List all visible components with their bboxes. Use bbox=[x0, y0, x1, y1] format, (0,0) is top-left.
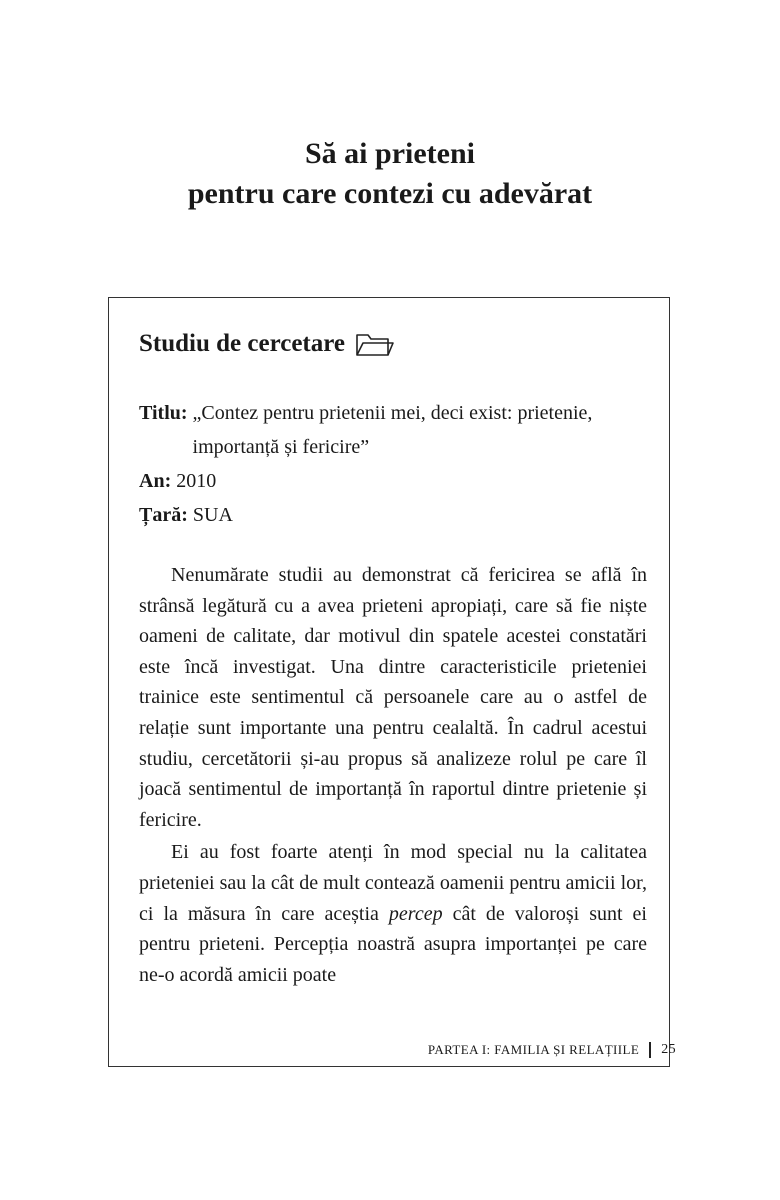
research-study-box bbox=[108, 297, 670, 1067]
year-label: An: bbox=[139, 470, 172, 492]
study-body bbox=[139, 560, 647, 990]
country-label: Țară: bbox=[139, 504, 188, 526]
paragraph-1: Nenumărate studii au demonstrat că fericirea se află în strânsă legătură cu a avea prieteni apropiați, care să fie niște oameni de calitate, dar motivul din spatele acestei constatări este încă investigat. Una dintre caracteristicile prieteniei trainice este sentimentul că persoanele care au o astfel de relație sunt importante una pentru cealaltă. În cadrul acestui studiu, cercetătorii și-au propus să analizeze rolul pe care îl joacă sentimentul de importanță în raportul dintre prietenie și fericire. bbox=[139, 564, 647, 831]
study-metadata bbox=[139, 396, 649, 532]
study-heading bbox=[139, 328, 395, 360]
paragraph-2-emphasis: percep bbox=[388, 902, 443, 925]
paragraph-2-end: cât de valoroși sunt ei pentru prieteni. Percepția noastră asupra importanței pe care ne-o acordă amicii poate bbox=[139, 902, 647, 986]
page-footer bbox=[428, 1042, 676, 1058]
page-number: 25 bbox=[661, 1042, 676, 1057]
study-country-row bbox=[139, 498, 649, 532]
country-value: SUA bbox=[192, 504, 233, 526]
study-title-row bbox=[139, 396, 649, 464]
footer-section-title: PARTEA I: FAMILIA ȘI RELAȚIILE bbox=[427, 1042, 640, 1057]
footer-separator bbox=[649, 1042, 651, 1058]
title-value: „Contez pentru prietenii mei, deci exist: prietenie, importanță și fericire” bbox=[192, 402, 593, 458]
study-heading-text: Studiu de cercetare bbox=[139, 330, 345, 357]
page-title-line-2: pentru care contezi cu adevărat bbox=[187, 177, 593, 210]
page-title-line-1: Să ai prieteni bbox=[305, 137, 475, 170]
paragraph-2-start: Ei au fost foarte atenți în mod special nu la calitatea prieteniei sau la cât de mult contează oamenii pentru amicii lor, ci la măsura în care aceștia bbox=[139, 841, 647, 925]
paragraph-2 bbox=[139, 837, 647, 990]
study-year-row bbox=[139, 464, 649, 498]
page-title bbox=[0, 134, 780, 214]
year-value: 2010 bbox=[176, 470, 217, 492]
folder-icon bbox=[355, 331, 395, 357]
title-label: Titlu: bbox=[139, 402, 188, 424]
